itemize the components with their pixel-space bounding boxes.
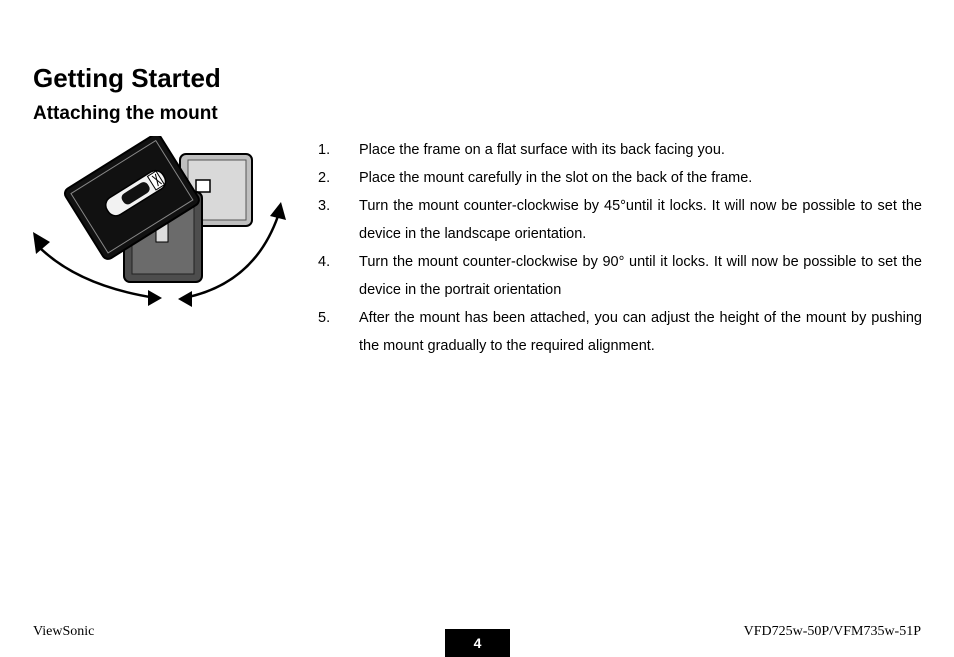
list-item: [318, 192, 922, 248]
footer-model: VFD725w-50P/VFM735w-51P: [743, 624, 921, 639]
mount-rotation-illustration: [28, 136, 292, 312]
list-item: [318, 248, 922, 304]
section-subtitle: Attaching the mount: [33, 103, 218, 124]
step-number: 1.: [318, 142, 331, 158]
step-number: 2.: [318, 170, 331, 186]
page-number-badge: 4: [445, 629, 510, 657]
step-number: 3.: [318, 198, 331, 214]
list-item: [318, 304, 922, 360]
steps-list: [318, 136, 922, 360]
footer-brand: ViewSonic: [33, 624, 95, 639]
step-text: Turn the mount counter-clockwise by 45°until it locks. It will now be possible to set the device in the landscape orientation.: [359, 198, 922, 242]
step-number: 4.: [318, 254, 331, 270]
page-title: Getting Started: [33, 63, 221, 93]
list-item: [318, 136, 922, 164]
step-text: Turn the mount counter-clockwise by 90° until it locks. It will now be possible to set the device in the portrait orientation: [359, 254, 922, 298]
list-item: [318, 164, 922, 192]
step-text: Place the mount carefully in the slot on the back of the frame.: [359, 170, 753, 186]
step-text: Place the frame on a flat surface with its back facing you.: [359, 142, 725, 158]
step-number: 5.: [318, 310, 331, 326]
step-text: After the mount has been attached, you can adjust the height of the mount by pushing the mount gradually to the required alignment.: [359, 310, 922, 354]
